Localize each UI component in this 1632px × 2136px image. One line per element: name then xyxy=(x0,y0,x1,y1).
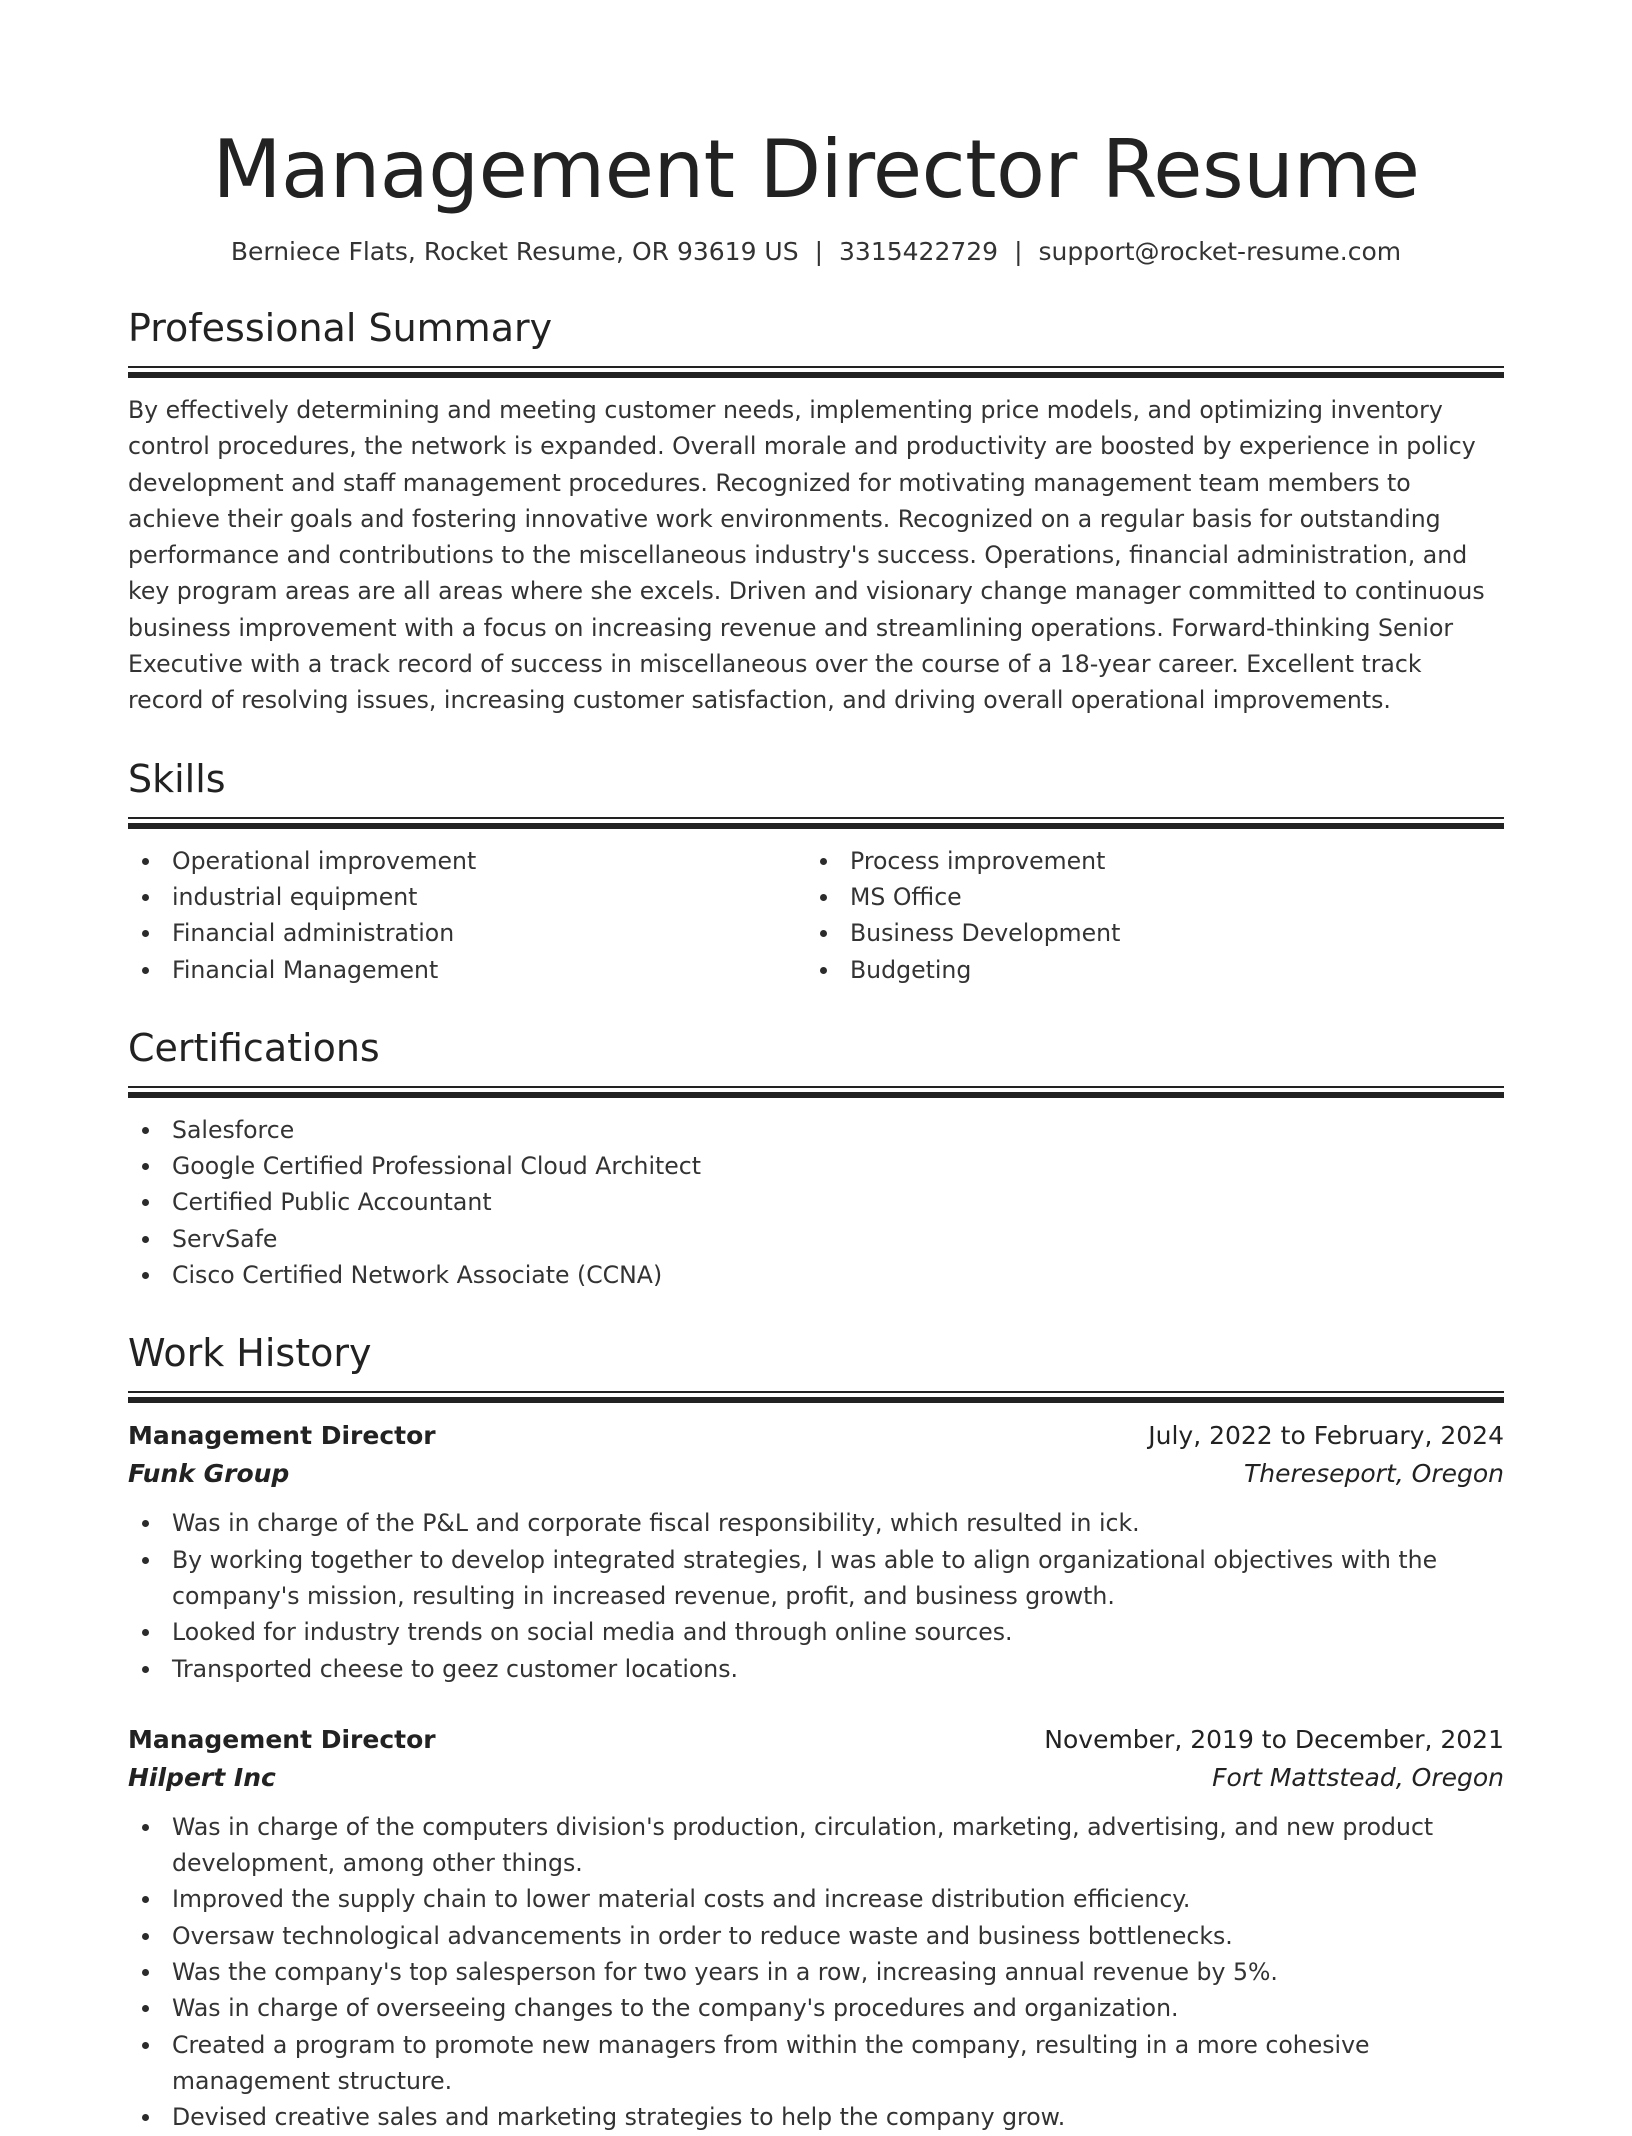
skill-item: industrial equipment xyxy=(128,879,806,915)
resume-page xyxy=(128,0,1504,2136)
job-bullet: Created a program to promote new managers from within the company, resulting in a more cohesive management structure. xyxy=(128,2027,1504,2100)
skill-item: Business Development xyxy=(806,915,1484,951)
job-location: Thereseport, Oregon xyxy=(1243,1459,1504,1489)
skills-list xyxy=(128,843,1504,988)
skills-column-left xyxy=(128,843,806,988)
certification-item: Google Certified Professional Cloud Architect xyxy=(128,1148,1504,1184)
section-divider xyxy=(128,817,1504,828)
job-bullets xyxy=(128,1505,1504,1686)
page-title: Management Director Resume xyxy=(212,123,1420,216)
certifications-list xyxy=(128,1112,1504,1293)
contact-line xyxy=(128,236,1504,268)
section-divider xyxy=(128,366,1504,377)
certification-item: Salesforce xyxy=(128,1112,1504,1148)
job-subheader xyxy=(128,1759,1504,1797)
contact-phone: 3315422729 xyxy=(839,237,999,266)
certification-item: Cisco Certified Network Associate (CCNA) xyxy=(128,1257,1504,1293)
skill-item: MS Office xyxy=(806,879,1484,915)
skills-column-right xyxy=(806,843,1484,988)
job-bullet: Was in charge of the computers division's production, circulation, marketing, advertising, and new product development, among other things. xyxy=(128,1809,1504,1882)
contact-email: support@rocket-resume.com xyxy=(1038,237,1402,266)
section-heading-certifications: Certifications xyxy=(128,1025,380,1070)
job-company: Funk Group xyxy=(128,1459,290,1489)
skill-item: Financial administration xyxy=(128,915,806,951)
job-header xyxy=(128,1417,1504,1455)
job-bullet: By working together to develop integrated strategies, I was able to align organizational objectives with the company's mission, resulting in increased revenue, profit, and business growth. xyxy=(128,1542,1504,1615)
job-dates: November, 2019 to December, 2021 xyxy=(1044,1724,1504,1754)
section-heading-summary: Professional Summary xyxy=(128,306,553,350)
job-title: Management Director xyxy=(128,1724,436,1754)
skill-item: Budgeting xyxy=(806,952,1484,988)
job-entry xyxy=(128,1721,1504,2136)
job-company: Hilpert Inc xyxy=(128,1762,276,1792)
job-bullet: Improved the supply chain to lower material costs and increase distribution efficiency. xyxy=(128,1881,1504,1917)
job-bullet: Transported cheese to geez customer locations. xyxy=(128,1651,1504,1687)
job-entry xyxy=(128,1417,1504,1686)
section-heading-work-history: Work History xyxy=(128,1331,372,1376)
skill-item: Process improvement xyxy=(806,843,1484,879)
job-bullets xyxy=(128,1809,1504,2136)
job-location: Fort Mattstead, Oregon xyxy=(1212,1762,1504,1792)
section-divider xyxy=(128,1086,1504,1097)
skill-item: Operational improvement xyxy=(128,843,806,879)
contact-separator: | xyxy=(1014,237,1023,266)
section-heading-skills: Skills xyxy=(128,756,226,801)
job-bullet: Oversaw technological advancements in order to reduce waste and business bottlenecks. xyxy=(128,1918,1504,1954)
summary-text: By effectively determining and meeting customer needs, implementing price models, and optimizing inventory control procedures, the network is expanded. Overall morale and productivity are boosted by experience in policy development and staff management procedures. Recognized for motivating management team members to achieve their goals and fostering innovative work environments. Recognized on a regular basis for outstanding performance and contributions to the miscellaneous industry's success. Operations, financial administration, and key program areas are all areas where she excels. Driven and visionary change manager committed to continuous business improvement with a focus on increasing revenue and streamlining operations. Forward-thinking Senior Executive with a track record of success in miscellaneous over the course of a 18-year career. Excellent track record of resolving issues, increasing customer satisfaction, and driving overall operational improvements. xyxy=(128,396,1485,715)
job-bullet: Was the company's top salesperson for two years in a row, increasing annual revenue by 5%. xyxy=(128,1954,1504,1990)
contact-separator: | xyxy=(814,237,824,266)
job-header xyxy=(128,1721,1504,1759)
job-bullet: Looked for industry trends on social media and through online sources. xyxy=(128,1614,1504,1650)
skill-item: Financial Management xyxy=(128,952,806,988)
job-title: Management Director xyxy=(128,1421,436,1451)
certification-item: Certified Public Accountant xyxy=(128,1184,1504,1220)
job-subheader xyxy=(128,1455,1504,1493)
job-dates: July, 2022 to February, 2024 xyxy=(1148,1421,1504,1451)
job-bullet: Devised creative sales and marketing strategies to help the company grow. xyxy=(128,2099,1504,2135)
job-bullet: Was in charge of the P&L and corporate fiscal responsibility, which resulted in ick. xyxy=(128,1505,1504,1541)
section-divider xyxy=(128,1391,1504,1402)
job-bullet: Was in charge of overseeing changes to the company's procedures and organization. xyxy=(128,1990,1504,2026)
certification-item: ServSafe xyxy=(128,1221,1504,1257)
contact-address: Berniece Flats, Rocket Resume, OR 93619 US xyxy=(230,237,799,266)
